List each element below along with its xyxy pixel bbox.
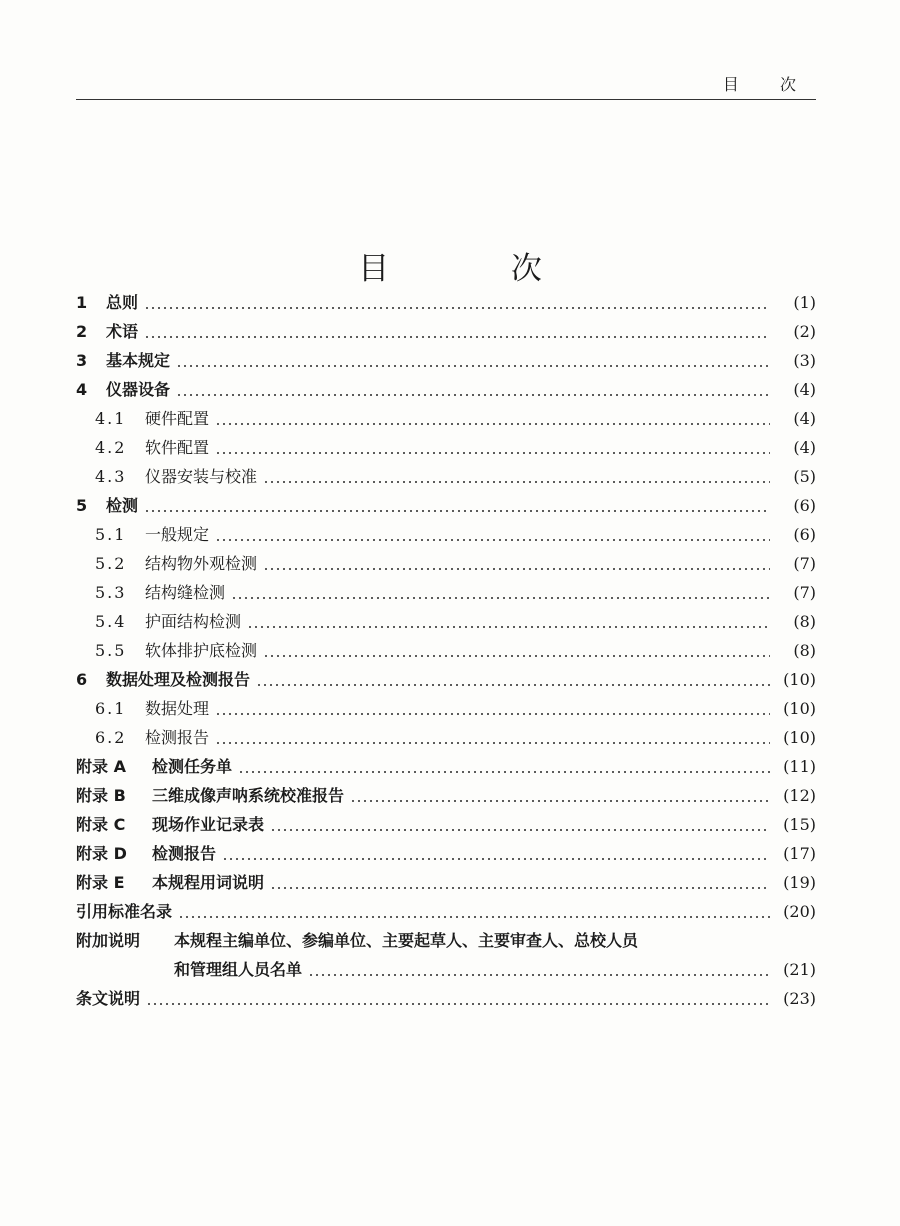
toc-number: 附录 D — [76, 843, 127, 863]
toc-label: 检测 — [106, 495, 139, 515]
toc-entry-5-4[interactable] — [76, 607, 816, 636]
toc-page: (3) — [793, 350, 816, 370]
toc-number: 4.1 — [95, 408, 127, 428]
toc-label: 本规程用词说明 — [152, 872, 265, 892]
toc-label: 结构缝检测 — [145, 582, 226, 602]
toc-label: 本规程主编单位、参编单位、主要起草人、主要审查人、总校人员 — [174, 930, 639, 950]
toc-number: 5.5 — [95, 640, 127, 660]
toc-entry-4-1[interactable] — [76, 404, 816, 433]
toc-label: 术语 — [106, 321, 139, 341]
header-rule — [76, 99, 816, 100]
dot-leader — [215, 438, 770, 458]
dot-leader — [144, 293, 770, 313]
toc-page: (19) — [783, 872, 816, 892]
toc-page: (6) — [793, 524, 816, 544]
toc-number: 2 — [76, 321, 88, 341]
dot-leader — [263, 641, 770, 661]
toc-page: (5) — [793, 466, 816, 486]
toc-label: 检测报告 — [152, 843, 217, 863]
toc-page: (10) — [783, 727, 816, 747]
toc-page: (17) — [783, 843, 816, 863]
toc-label: 数据处理及检测报告 — [106, 669, 251, 689]
toc-page: (11) — [783, 756, 816, 776]
toc-entry-5-2[interactable] — [76, 549, 816, 578]
dot-leader — [215, 409, 770, 429]
toc-entry-4[interactable] — [76, 375, 816, 404]
dot-leader — [270, 815, 770, 835]
toc-number: 5 — [76, 495, 88, 515]
toc-entry-5[interactable] — [76, 491, 816, 520]
dot-leader — [263, 467, 770, 487]
toc-page: (2) — [793, 321, 816, 341]
toc-entry-appendix-d[interactable] — [76, 839, 816, 868]
toc-entry-1[interactable] — [76, 288, 816, 317]
toc-entry-additional-notes[interactable] — [76, 926, 816, 955]
dot-leader — [256, 670, 770, 690]
toc-page: (8) — [793, 611, 816, 631]
toc-entry-appendix-c[interactable] — [76, 810, 816, 839]
toc-entry-4-2[interactable] — [76, 433, 816, 462]
toc-number: 附录 C — [76, 814, 126, 834]
toc-label: 数据处理 — [145, 698, 210, 718]
toc-label: 一般规定 — [145, 524, 210, 544]
toc-page: (23) — [783, 988, 816, 1008]
dot-leader — [176, 351, 770, 371]
toc-number: 5.1 — [95, 524, 127, 544]
dot-leader — [238, 757, 770, 777]
dot-leader — [270, 873, 770, 893]
toc-label: 三维成像声呐系统校准报告 — [152, 785, 345, 805]
toc-label: 仪器设备 — [106, 379, 171, 399]
toc-entry-appendix-a[interactable] — [76, 752, 816, 781]
dot-leader — [231, 583, 770, 603]
toc-label: 检测任务单 — [152, 756, 233, 776]
toc-label: 软件配置 — [145, 437, 210, 457]
toc-entry-6-1[interactable] — [76, 694, 816, 723]
toc-page: (4) — [793, 379, 816, 399]
toc-number: 5.4 — [95, 611, 127, 631]
toc-entry-5-3[interactable] — [76, 578, 816, 607]
table-of-contents — [76, 288, 816, 1013]
toc-entry-article-explanation[interactable] — [76, 984, 816, 1013]
toc-entry-2[interactable] — [76, 317, 816, 346]
dot-leader — [350, 786, 770, 806]
dot-leader — [215, 525, 770, 545]
toc-number: 6.1 — [95, 698, 127, 718]
toc-number: 6 — [76, 669, 88, 689]
toc-number: 6.2 — [95, 727, 127, 747]
toc-label: 基本规定 — [106, 350, 171, 370]
toc-label: 现场作业记录表 — [152, 814, 265, 834]
toc-label: 总则 — [106, 292, 139, 312]
toc-label: 硬件配置 — [145, 408, 210, 428]
toc-label: 条文说明 — [76, 988, 141, 1008]
toc-entry-3[interactable] — [76, 346, 816, 375]
toc-entry-6[interactable] — [76, 665, 816, 694]
dot-leader — [144, 322, 770, 342]
dot-leader — [178, 902, 770, 922]
toc-entry-5-5[interactable] — [76, 636, 816, 665]
dot-leader — [222, 844, 770, 864]
toc-page: (21) — [783, 959, 816, 979]
toc-label: 护面结构检测 — [145, 611, 242, 631]
toc-page: (6) — [793, 495, 816, 515]
toc-page: (12) — [783, 785, 816, 805]
toc-number: 1 — [76, 292, 88, 312]
toc-page: (4) — [793, 437, 816, 457]
dot-leader — [215, 728, 770, 748]
toc-number: 附录 E — [76, 872, 125, 892]
toc-page: (20) — [783, 901, 816, 921]
toc-number: 附加说明 — [76, 930, 141, 950]
toc-number: 5.2 — [95, 553, 127, 573]
toc-page: (15) — [783, 814, 816, 834]
toc-label: 和管理组人员名单 — [174, 959, 303, 979]
toc-page: (7) — [793, 582, 816, 602]
toc-label: 结构物外观检测 — [145, 553, 258, 573]
dot-leader — [215, 699, 770, 719]
toc-entry-additional-notes-cont[interactable] — [76, 955, 816, 984]
dot-leader — [144, 496, 770, 516]
toc-number: 4 — [76, 379, 88, 399]
dot-leader — [308, 960, 770, 980]
toc-label: 引用标准名录 — [76, 901, 173, 921]
dot-leader — [176, 380, 770, 400]
running-head-title: 目 次 — [722, 75, 814, 94]
toc-number: 4.2 — [95, 437, 127, 457]
toc-page: (4) — [793, 408, 816, 428]
toc-page: (1) — [793, 292, 816, 312]
toc-page: (7) — [793, 553, 816, 573]
toc-label: 检测报告 — [145, 727, 210, 747]
toc-entry-appendix-e[interactable] — [76, 868, 816, 897]
dot-leader — [263, 554, 770, 574]
toc-entry-4-3[interactable] — [76, 462, 816, 491]
toc-page: (10) — [783, 698, 816, 718]
toc-entry-6-2[interactable] — [76, 723, 816, 752]
toc-page: (8) — [793, 640, 816, 660]
toc-number: 5.3 — [95, 582, 127, 602]
toc-entry-referenced-standards[interactable] — [76, 897, 816, 926]
toc-entry-5-1[interactable] — [76, 520, 816, 549]
toc-label: 软体排护底检测 — [145, 640, 258, 660]
toc-label: 仪器安装与校准 — [145, 466, 258, 486]
toc-number: 3 — [76, 350, 88, 370]
page-title: 目 次 — [358, 250, 598, 287]
toc-number: 附录 A — [76, 756, 126, 776]
toc-entry-appendix-b[interactable] — [76, 781, 816, 810]
dot-leader — [146, 989, 770, 1009]
toc-number: 4.3 — [95, 466, 127, 486]
running-head — [0, 0, 900, 112]
toc-number: 附录 B — [76, 785, 126, 805]
dot-leader — [247, 612, 770, 632]
toc-page: (10) — [783, 669, 816, 689]
